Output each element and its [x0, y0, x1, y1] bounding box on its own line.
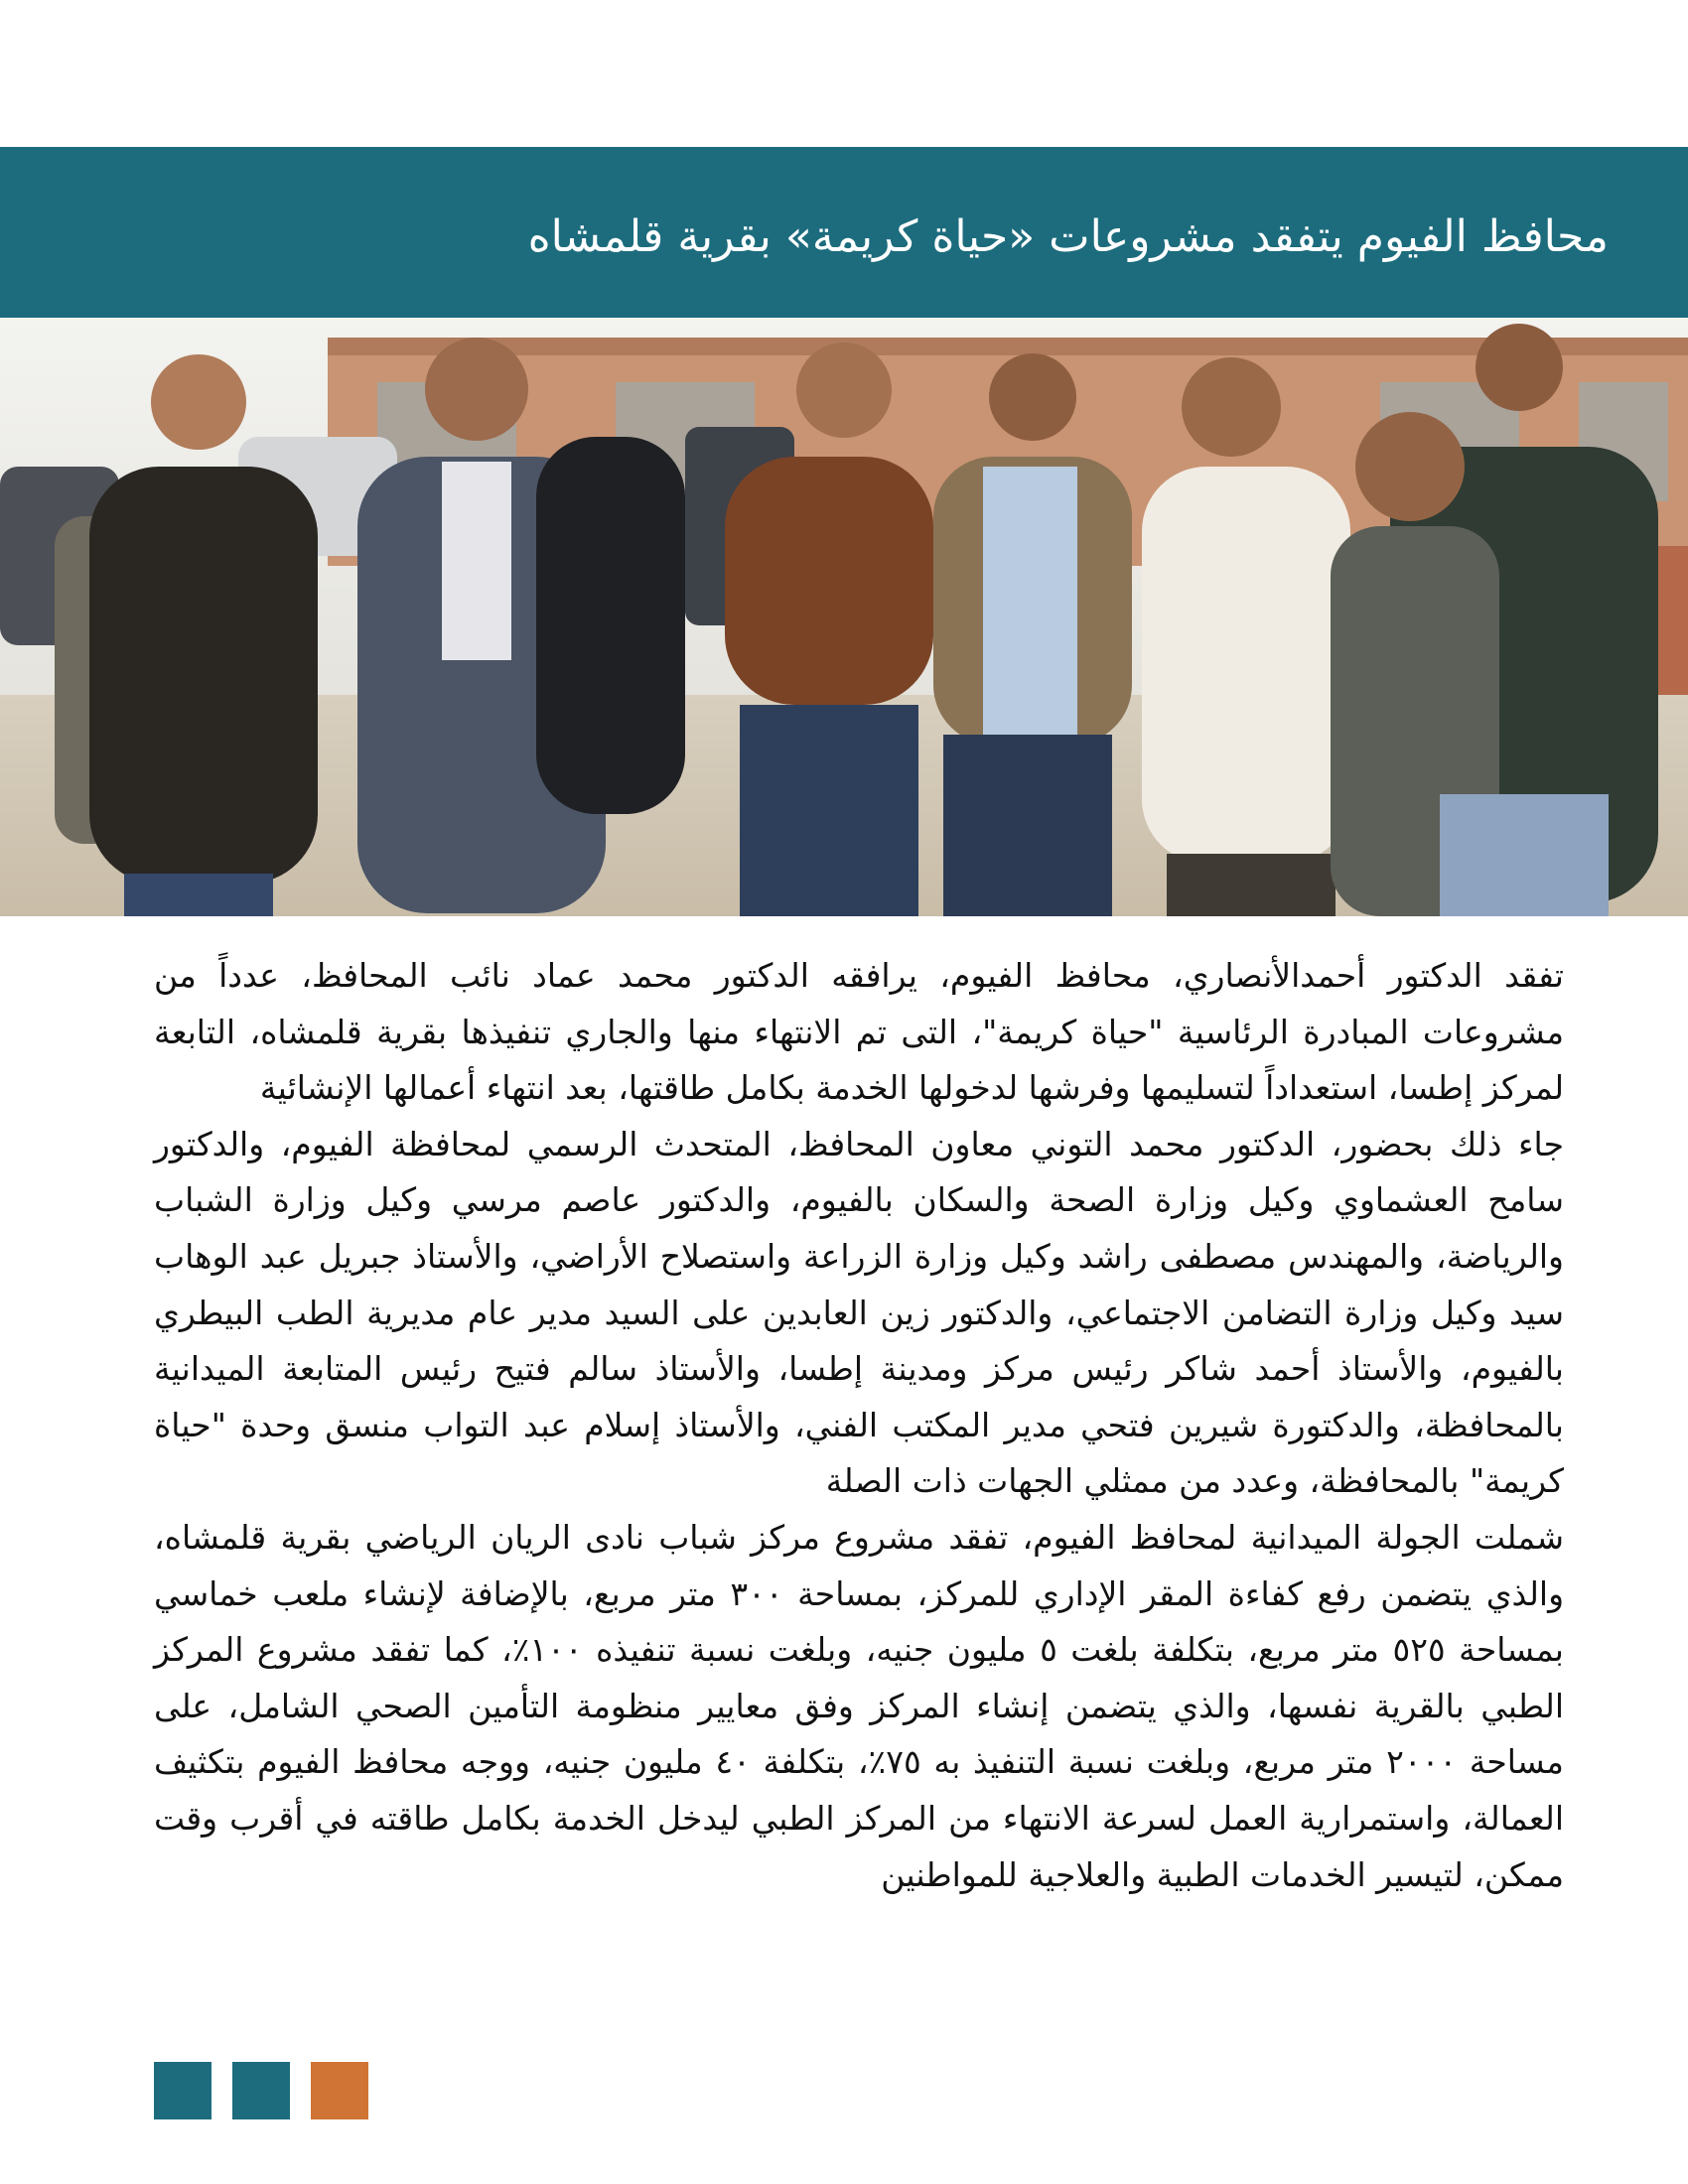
article-paragraph-3: شملت الجولة الميدانية لمحافظ الفيوم، تفقد مشروع مركز شباب نادى الريان الرياضي بقرية قلمشاه، والذي يتضمن رفع كفاءة المقر الإداري للمركز، بمساحة ٣٠٠ متر مربع، بالإضافة لإنشاء ملعب خماسي بمساحة ٥٢٥ متر مربع، بتكلفة بلغت ٥ مليون جنيه، وبلغت نسبة تنفيذه ١٠٠٪، كما تفقد مشروع المركز الطبي بالقرية نفسها، والذي يتضمن إنشاء المركز وفق معايير منظومة التأمين الصحي الشامل، على مساحة ٢٠٠٠ متر مربع، وبلغت نسبة التنفيذ به ٧٥٪، بتكلفة ٤٠ مليون جنيه، ووجه محافظ الفيوم بتكثيف العمالة، واستمرارية العمل لسرعة الانتهاء من المركز الطبي ليدخل الخدمة بكامل طاقته في أقرب وقت ممكن، لتيسير الخدمات الطبية والعلاجية للمواطنين: [154, 1517, 1565, 1894]
article-paragraph-1: تفقد الدكتور أحمدالأنصاري، محافظ الفيوم، يرافقه الدكتور محمد عماد نائب المحافظ، عدداً من مشروعات المبادرة الرئاسية "حياة كريمة"، التى تم الانتهاء منها والجاري تنفيذها بقرية قلمشاه، التابعة لمركز إطسا، استعداداً لتسليمها وفرشها لدخولها الخدمة بكامل طاقتها، بعد انتهاء أعمالها الإنشائية: [154, 956, 1564, 1108]
article-body: [154, 948, 1564, 1903]
decor-square-teal-2: [232, 2062, 290, 2119]
decor-square-teal-1: [154, 2062, 211, 2119]
photo-illustration: [0, 318, 1688, 916]
decor-square-orange: [311, 2062, 368, 2119]
article-paragraph-2: جاء ذلك بحضور، الدكتور محمد التوني معاون المحافظ، المتحدث الرسمي لمحافظة الفيوم، والدكتور سامح العشماوي وكيل وزارة الصحة والسكان بالفيوم، والدكتور عاصم مرسي وكيل وزارة الشباب والرياضة، والمهندس مصطفى راشد وكيل وزارة الزراعة واستصلاح الأراضي، والأستاذ جبريل عبد الوهاب سيد وكيل وزارة التضامن الاجتماعي، والدكتور زين العابدين على السيد مدير عام مديرية الطب البيطري بالفيوم، والأستاذ أحمد شاكر رئيس مركز ومدينة إطسا، والأستاذ سالم فتيح رئيس المتابعة الميدانية بالمحافظة، والدكتورة شيرين فتحي مدير المكتب الفني، والأستاذ إسلام عبد التواب منسق وحدة "حياة كريمة" بالمحافظة، وعدد من ممثلي الجهات ذات الصلة: [154, 1124, 1564, 1501]
article-photo: [0, 318, 1688, 916]
page-title: محافظ الفيوم يتفقد مشروعات «حياة كريمة» بقرية قلمشاه: [527, 211, 1609, 262]
